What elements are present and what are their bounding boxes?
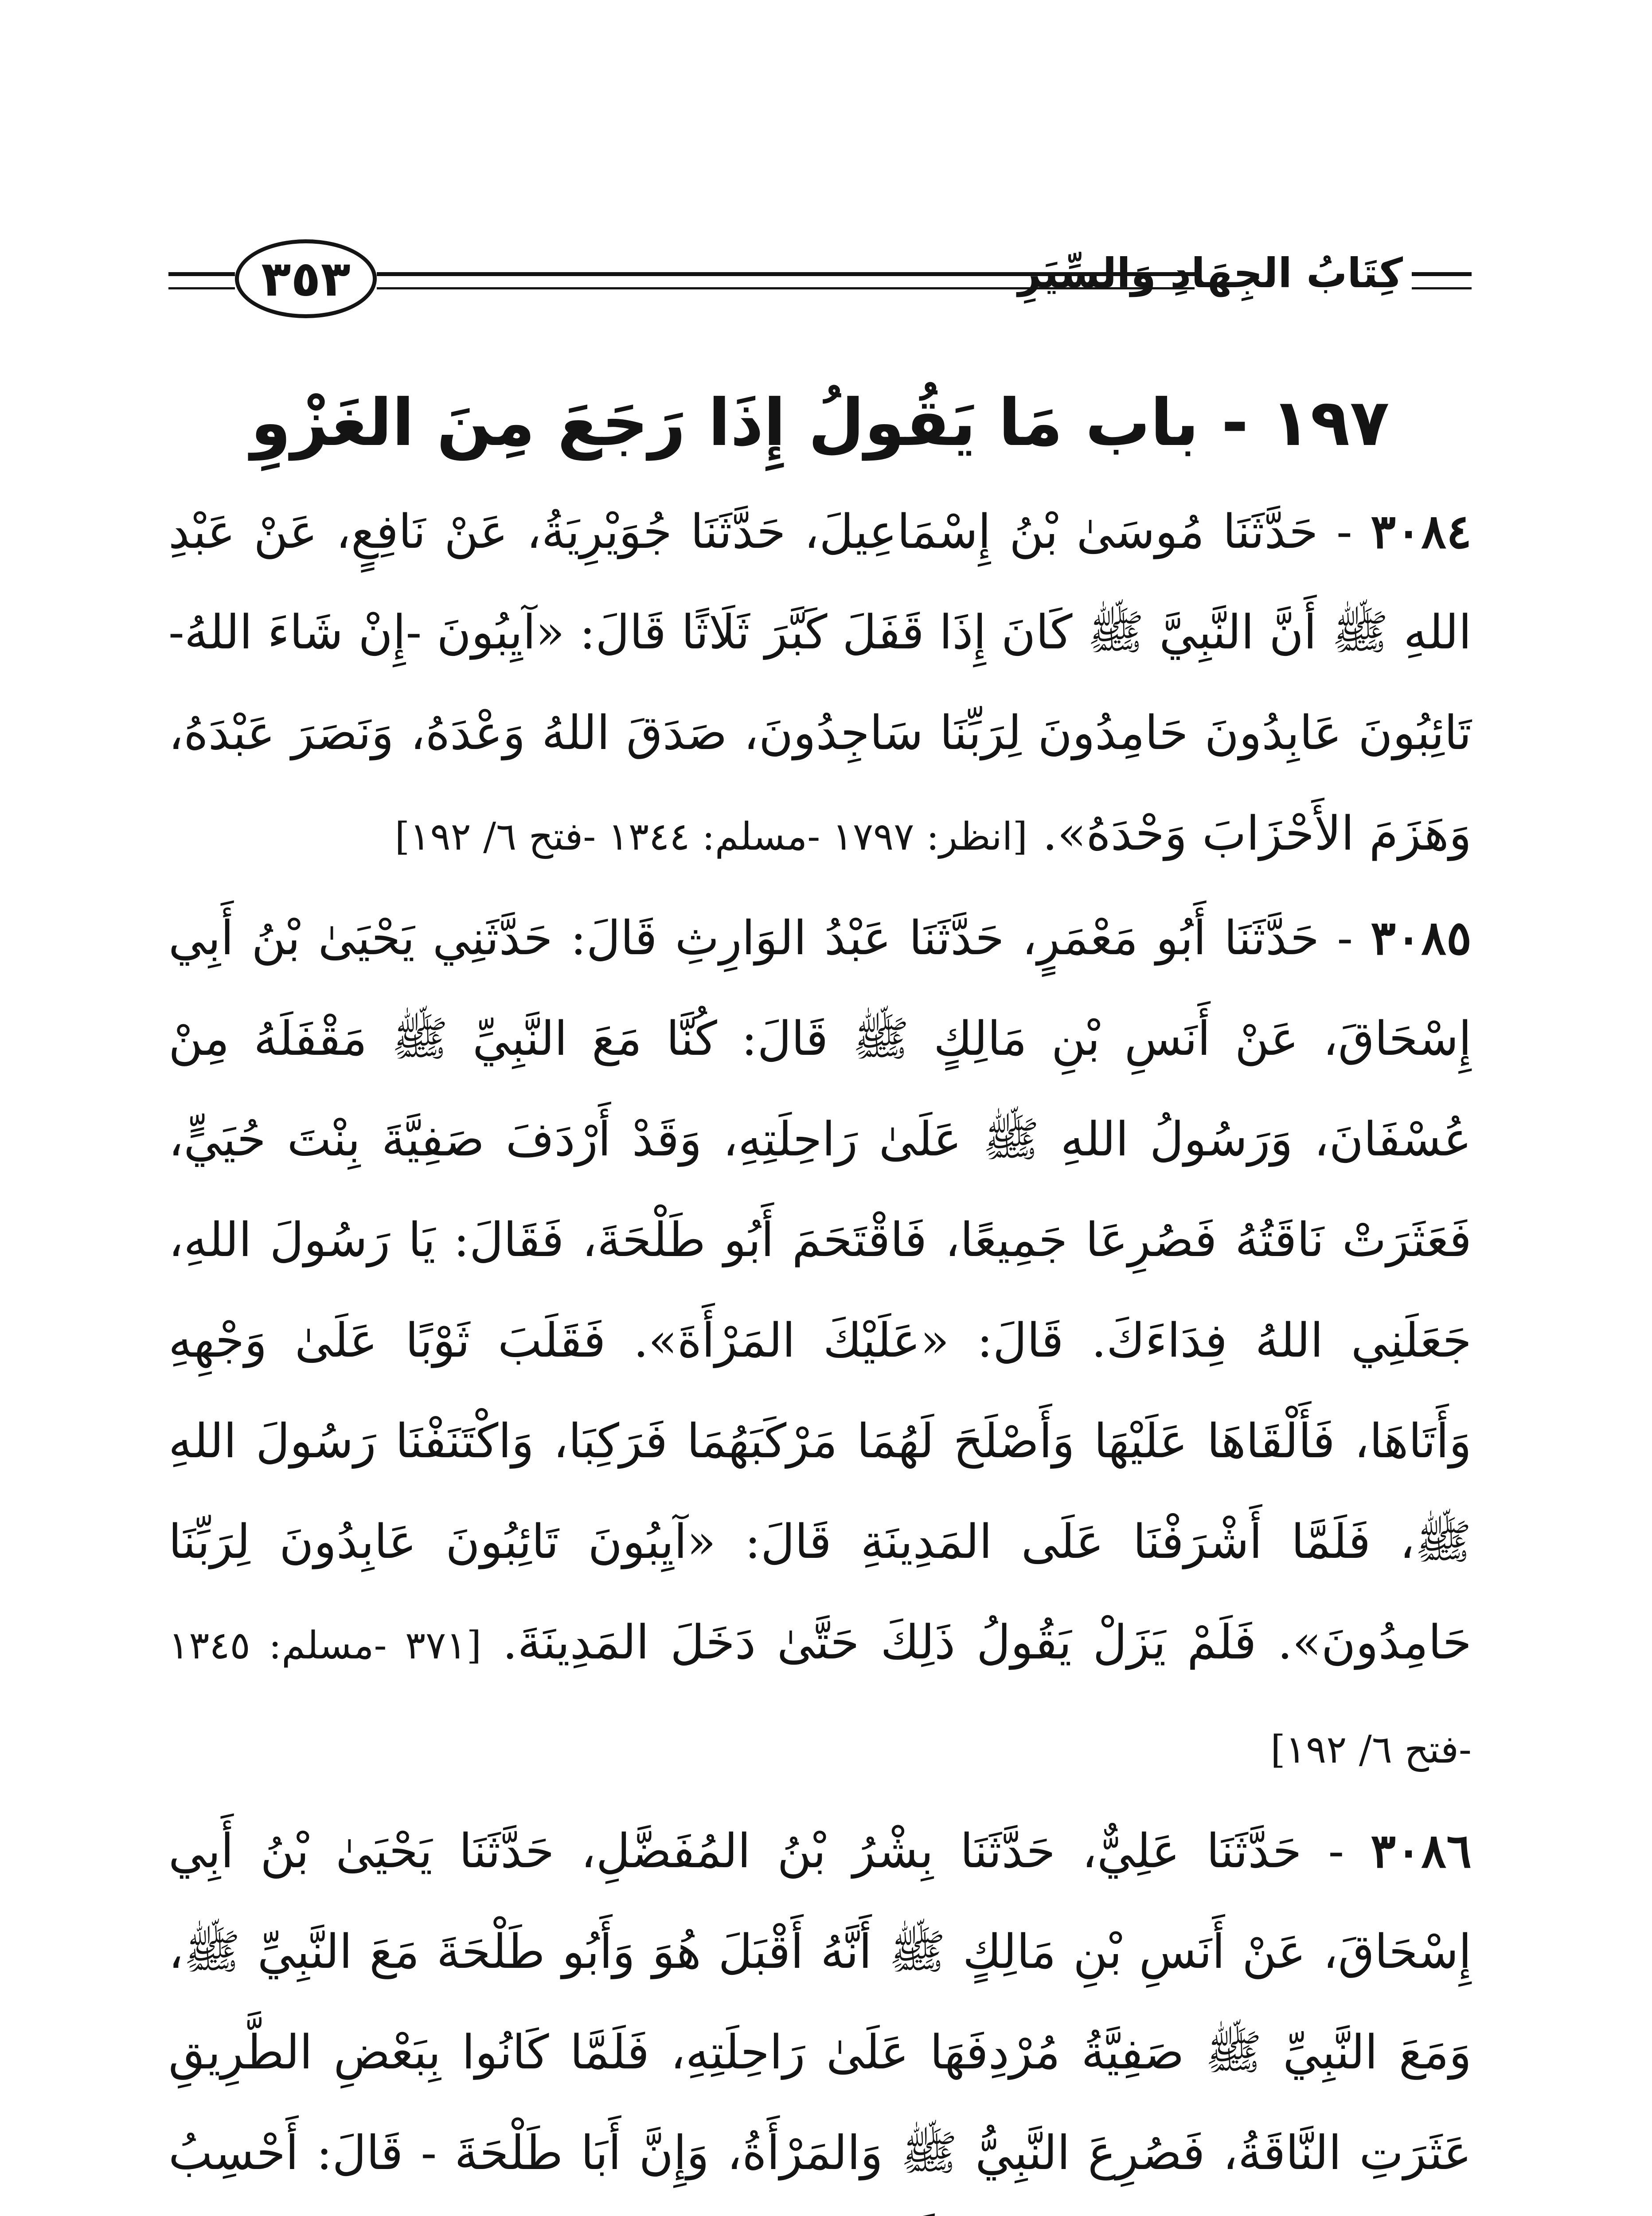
hadith-paragraph <box>168 481 1472 887</box>
hadith-paragraph <box>168 1800 1472 2216</box>
header-rule <box>1412 272 1472 276</box>
body-text <box>168 481 1472 2216</box>
running-title: كِتَابُ الجِهَادِ وَالسِّيَرِ <box>1018 250 1403 297</box>
hadith-number: ٣٠٨٤ <box>1371 503 1472 559</box>
hadith-text: - حَدَّثَنَا مُوسَىٰ بْنُ إِسْمَاعِيلَ، حَدَّثَنَا جُوَيْرِيَةُ، عَنْ نَافِعٍ، عَنْ عَبْدِ اللهِ ﷺ أَنَّ النَّبِيَّ ﷺ كَانَ إِذَا قَفَلَ كَبَّرَ ثَلَاثًا قَالَ: «آيِبُونَ -إِنْ شَاءَ اللهُ- تَائِبُونَ عَابِدُونَ حَامِدُونَ لِرَبِّنَا سَاجِدُونَ، صَدَقَ اللهُ وَعْدَهُ، وَنَصَرَ عَبْدَهُ، وَهَزَمَ الأَحْزَابَ وَحْدَهُ». <box>168 504 1472 861</box>
chapter-heading: ١٩٧ - باب مَا يَقُولُ إِذَا رَجَعَ مِنَ الغَزْوِ <box>250 385 1390 460</box>
header-rule <box>1412 287 1472 289</box>
hadith-text: - حَدَّثَنَا عَلِيٌّ، حَدَّثَنَا بِشْرُ بْنُ المُفَضَّلِ، حَدَّثَنَا يَحْيَىٰ بْنُ أَبِي إِسْحَاقَ، عَنْ أَنَسِ بْنِ مَالِكٍ ﷺ أَنَّهُ أَقْبَلَ هُوَ وَأَبُو طَلْحَةَ مَعَ النَّبِيِّ ﷺ، وَمَعَ النَّبِيِّ ﷺ صَفِيَّةُ مُرْدِفَهَا عَلَىٰ رَاحِلَتِهِ، فَلَمَّا كَانُوا بِبَعْضِ الطَّرِيقِ عَثَرَتِ النَّاقَةُ، فَصُرِعَ النَّبِيُّ ﷺ وَالمَرْأَةُ، وَإِنَّ أَبَا طَلْحَةَ - قَالَ: أَحْسِبُ <box>168 1824 1472 2180</box>
page-number: ٣٥٣ <box>261 250 351 307</box>
hadith-number: ٣٠٨٥ <box>1371 910 1472 965</box>
page-number-badge <box>235 239 377 318</box>
hadith-text: - حَدَّثَنَا أَبُو مَعْمَرٍ، حَدَّثَنَا عَبْدُ الوَارِثِ قَالَ: حَدَّثَنِي يَحْيَىٰ بْنُ أَبِي إِسْحَاقَ، عَنْ أَنَسِ بْنِ مَالِكٍ ﷺ قَالَ: كُنَّا مَعَ النَّبِيِّ ﷺ مَقْفَلَهُ مِنْ عُسْفَانَ، وَرَسُولُ اللهِ ﷺ عَلَىٰ رَاحِلَتِهِ، وَقَدْ أَرْدَفَ صَفِيَّةَ بِنْتَ حُيَيٍّ، فَعَثَرَتْ نَاقَتُهُ فَصُرِعَا جَمِيعًا، فَاقْتَحَمَ أَبُو طَلْحَةَ، فَقَالَ: يَا رَسُولَ اللهِ، جَعَلَنِي اللهُ فِدَاءَكَ. قَالَ: «عَلَيْكَ المَرْأَةَ». فَقَلَبَ ثَوْبًا عَلَىٰ وَجْهِهِ وَأَتَاهَا، فَأَلْقَاهَا عَلَيْهَا وَأَصْلَحَ لَهُمَا مَرْكَبَهُمَا فَرَكِبَا، وَاكْتَنَفْنَا رَسُولَ اللهِ ﷺ، فَلَمَّا أَشْرَفْنَا عَلَى المَدِينَةِ قَالَ: «آيِبُونَ تَائِبُونَ عَابِدُونَ لِرَبِّنَا حَامِدُونَ». فَلَمْ يَزَلْ يَقُولُ ذَلِكَ حَتَّىٰ دَخَلَ المَدِينَةَ. <box>168 911 1472 1670</box>
hadith-reference: [انظر: ١٧٩٧ -مسلم: ١٣٤٤ -فتح ٦/ ١٩٢] <box>394 815 1028 859</box>
page-header <box>168 239 1472 328</box>
header-rule <box>168 272 235 276</box>
header-rule <box>168 287 235 289</box>
hadith-paragraph <box>168 887 1472 1800</box>
hadith-number: ٣٠٨٦ <box>1371 1823 1472 1878</box>
hadith-reference: [٣٧١ -مسلم: ١٣٤٥ -فتح ٦/ ١٩٢] <box>168 1623 1472 1772</box>
